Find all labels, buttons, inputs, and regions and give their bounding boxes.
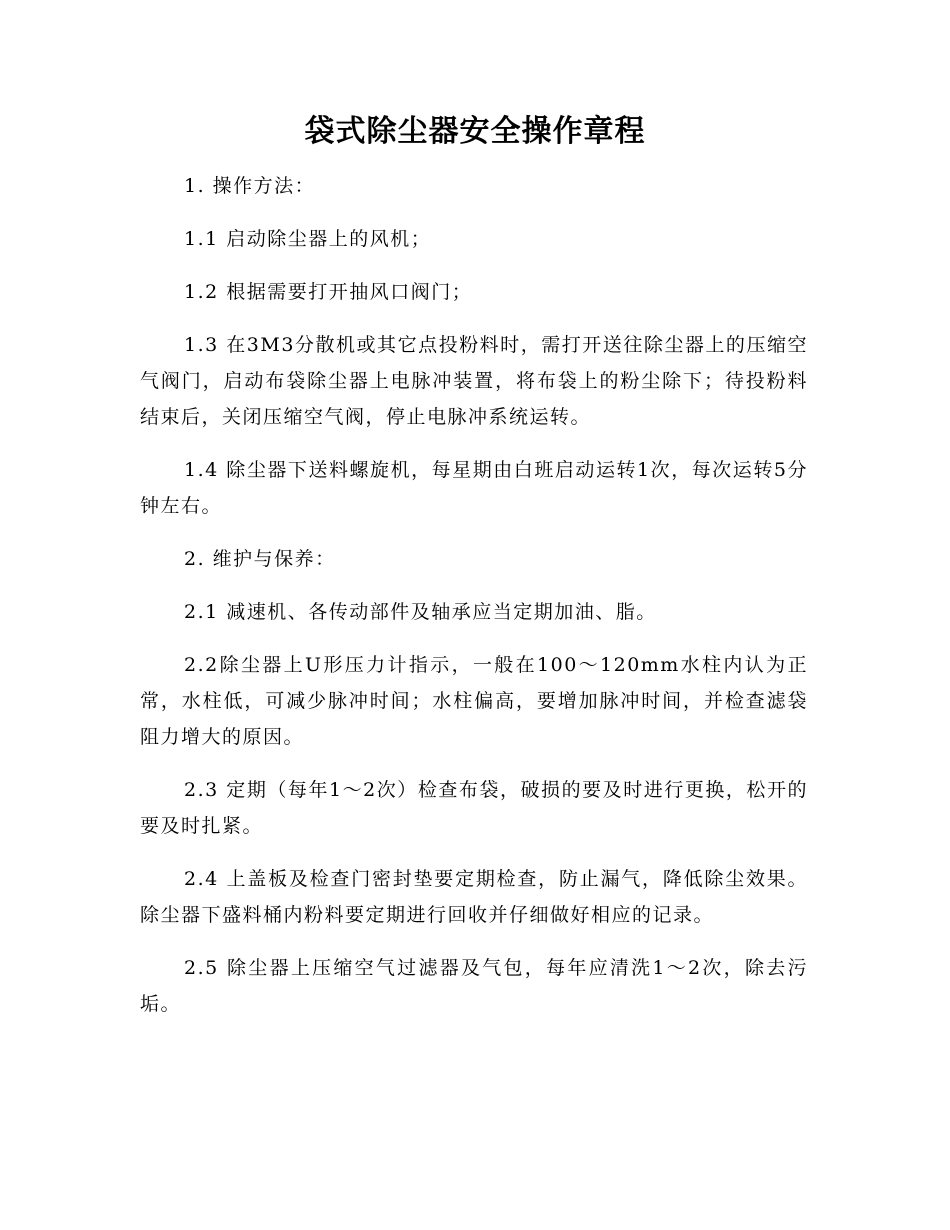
paragraph-1-3: 1.3 在3M3分散机或其它点投粉料时，需打开送往除尘器上的压缩空气阀门，启动布袋除尘器上电脉冲装置，将布袋上的粉尘除下；待投粉料结束后，关闭压缩空气阀，停止电脉冲系统运转。 (140, 334, 808, 428)
paragraph-2-1: 2.1 减速机、各传动部件及轴承应当定期加油、脂。 (184, 601, 657, 623)
paragraph-2-5: 2.5 除尘器上压缩空气过滤器及气包，每年应清洗1～2次，除去污垢。 (140, 957, 808, 1015)
paragraph-1-1: 1.1 启动除尘器上的风机； (184, 228, 432, 250)
paragraph-2-2: 2.2除尘器上U形压力计指示，一般在100～120mm水柱内认为正常，水柱低，可减少脉冲时间；水柱偏高，要增加脉冲时间，并检查滤袋阻力增大的原因。 (140, 654, 808, 748)
paragraph-2-4: 2.4 上盖板及检查门密封垫要定期检查，防止漏气，降低除尘效果。除尘器下盛料桶内粉料要定期进行回收并仔细做好相应的记录。 (140, 868, 808, 926)
document-title: 袋式除尘器安全操作章程 (304, 114, 646, 149)
paragraph-1-4: 1.4 除尘器下送料螺旋机，每星期由白班启动运转1次，每次运转5分钟左右。 (140, 459, 808, 517)
section-heading-operation: 1. 操作方法： (184, 175, 316, 197)
paragraph-2-3: 2.3 定期（每年1～2次）检查布袋，破损的要及时进行更换，松开的要及时扎紧。 (140, 779, 808, 837)
section-heading-maintenance: 2. 维护与保养： (184, 548, 336, 570)
paragraph-1-2: 1.2 根据需要打开抽风口阀门； (184, 281, 473, 303)
document-body (140, 168, 808, 1039)
